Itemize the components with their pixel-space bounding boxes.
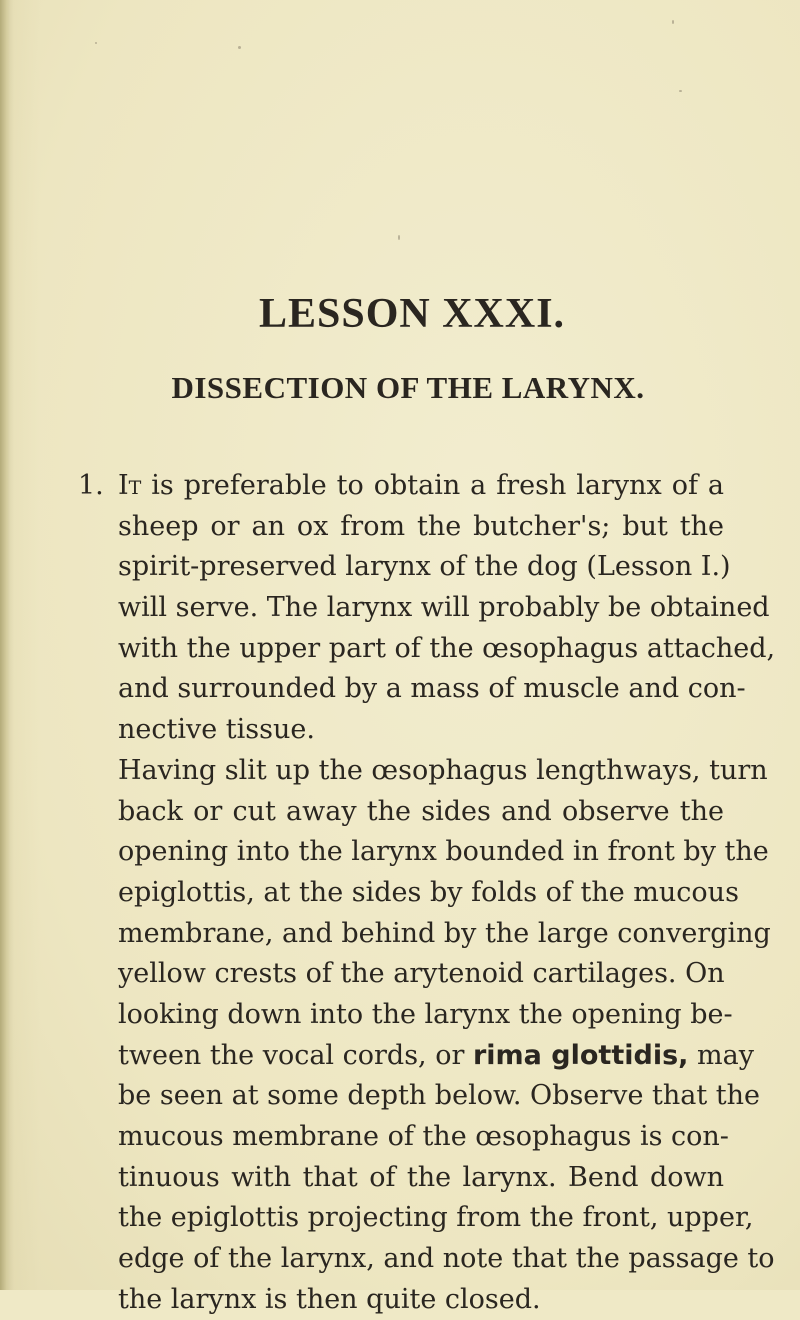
text-line: looking down into the larynx the opening be- (118, 998, 733, 1030)
paragraph-body (118, 466, 776, 1320)
text-line: mucous membrane of the œsophagus is con- (118, 1121, 729, 1152)
paragraph-number: 1. (78, 470, 104, 501)
text-line: yellow crests of the arytenoid cartilages. On (118, 958, 725, 990)
paper-speck (672, 20, 674, 24)
text-line: epiglottis, at the sides by folds of the mucous (118, 876, 739, 908)
text-line: with the upper part of the œsophagus attached, (118, 632, 776, 664)
text-line (118, 466, 724, 507)
text-line: and surrounded by a mass of muscle and con- (118, 673, 746, 705)
term-rima-glottidis: rima glottidis, (472, 1039, 689, 1071)
text-line: Having slit up the œsophagus lengthways, turn (118, 754, 768, 786)
text-line: opening into the larynx bounded in front by the (118, 836, 769, 868)
text-line (118, 1036, 754, 1077)
paper-speck (238, 46, 241, 49)
text-line: be seen at some depth below. Observe that the (118, 1080, 760, 1112)
page-gutter-shadow (0, 0, 10, 1290)
text-line: sheep or an ox from the butcher's; but the (118, 510, 724, 542)
text-line: back or cut away the sides and observe the (118, 795, 724, 827)
text-line-rest: is preferable to obtain a fresh larynx of a (141, 470, 724, 501)
paper-speck (398, 235, 400, 240)
first-word: It (118, 470, 142, 501)
text-line: membrane, and behind by the large converging (118, 917, 771, 949)
paper-speck (679, 90, 682, 92)
text-line: edge of the larynx, and note that the passage to (118, 1243, 775, 1275)
paper-speck (95, 42, 97, 44)
section-title: DISSECTION OF THE LARYNX. (171, 370, 645, 405)
text-fragment: may (688, 1039, 754, 1071)
text-line: spirit-preserved larynx of the dog (Lesson I.) (118, 551, 731, 583)
text-line: the larynx is then quite closed. (118, 1283, 541, 1315)
text-line: nective tissue. (118, 714, 315, 746)
lesson-title: LESSON XXXI. (258, 291, 566, 337)
text-line: the epiglottis projecting from the front, upper, (118, 1202, 754, 1234)
text-line: tinuous with that of the larynx. Bend down (118, 1161, 724, 1193)
text-line: will serve. The larynx will probably be obtained (118, 592, 770, 624)
text-fragment: tween the vocal cords, or (118, 1039, 473, 1071)
